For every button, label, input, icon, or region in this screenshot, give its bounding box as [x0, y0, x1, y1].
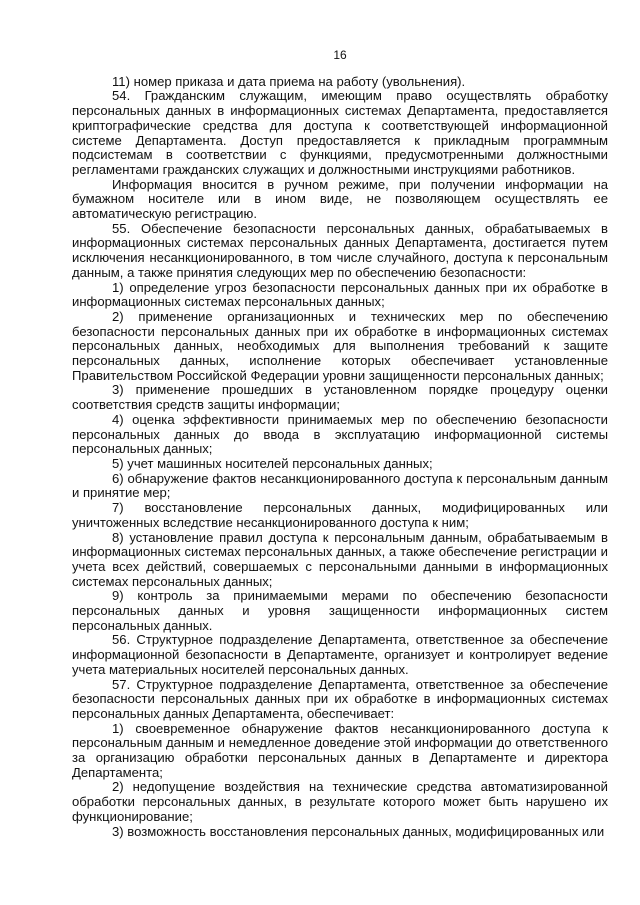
paragraph: Информация вносится в ручном режиме, при получении информации на бумажном носителе или в ином виде, не позволяющем осуществлять ее автоматическую регистрацию. [72, 176, 608, 222]
document-page [72, 48, 608, 839]
paragraph: 4) оценка эффективности принимаемых мер по обеспечению безопасности персональных данных до ввода в эксплуатацию информационной системы персональных данных; [72, 411, 608, 457]
page-number: 16 [333, 48, 347, 62]
paragraph: 11) номер приказа и дата приема на работу (увольнения). [112, 73, 466, 89]
paragraph: 57. Структурное подразделение Департамента, ответственное за обеспечение безопасности персональных данных при их обработке в информационных системах персональных данных Департамента, обеспечивает: [72, 676, 608, 721]
paragraph: 2) применение организационных и технических мер по обеспечению безопасности персональных данных при их обработке в информационных системах персональных данных, необходимых для выполнения требований к защите персональных данных, исполнение которых обеспечивает установленные Правительством Российской Федерации уровни защищенности персональных данных; [72, 308, 608, 383]
paragraph: 5) учет машинных носителей персональных данных; [112, 455, 433, 471]
paragraph: 54. Гражданским служащим, имеющим право осуществлять обработку персональных данных в информационных системах Департамента, предоставляется криптографические средства для доступа к соответствующей информационной системе Департамента. Доступ предоставляется к прикладным программным подсистемам в соответствии с функциями, предусмотренными должностными регламентами гражданских служащих и должностными инструкциями работников. [72, 88, 608, 177]
paragraph: 8) установление правил доступа к персональным данным, обрабатываемым в информационных системах персональных данных, а также обеспечение регистрации и учета всех действий, совершаемых с персональными данными в информационных системах персональных данных; [72, 529, 608, 589]
paragraph: 3) применение прошедших в установленном порядке процедуру оценки соответствия средств защиты информации; [72, 382, 608, 413]
paragraph: 7) восстановление персональных данных, модифицированных или уничтоженных вследствие несанкционированного доступа к ним; [72, 500, 608, 530]
paragraph: 1) своевременное обнаружение фактов несанкционированного доступа к персональным данным и немедленное доведение этой информации до ответственного за организацию обработки персональных данных в Департаменте и директора Департамента; [72, 720, 608, 780]
paragraph: 6) обнаружение фактов несанкционированного доступа к персональным данным и принятие мер; [72, 470, 608, 501]
paragraph: 9) контроль за принимаемыми мерами по обеспечению безопасности персональных данных и уровня защищенности информационных систем персональных данных. [72, 588, 608, 633]
paragraph: 2) недопущение воздействия на технические средства автоматизированной обработки персональных данных, в результате которого может быть нарушено их функционирование; [72, 779, 608, 824]
paragraph: 1) определение угроз безопасности персональных данных при их обработке в информационных системах персональных данных; [72, 279, 608, 310]
paragraph: 55. Обеспечение безопасности персональных данных, обрабатываемых в информационных системах персональных данных Департамента, достигается путем исключения несанкционированного, в том числе случайного, доступа к персональным данным, а также принятия следующих мер по обеспечению безопасности: [72, 220, 608, 280]
paragraph: 3) возможность восстановления персональных данных, модифицированных или [112, 823, 605, 839]
paragraph: 56. Структурное подразделение Департамента, ответственное за обеспечение информационной безопасности в Департаменте, организует и контролирует ведение учета материальных носителей персональных данных. [72, 632, 608, 677]
